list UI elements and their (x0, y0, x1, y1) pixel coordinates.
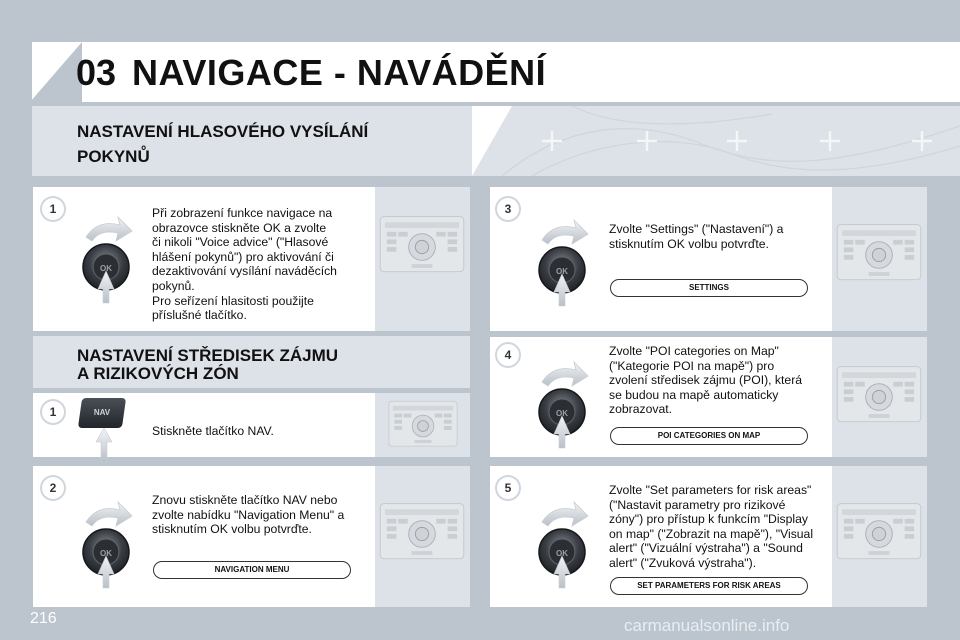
step-number: 2 (42, 477, 64, 499)
step-number: 1 (42, 401, 64, 423)
section2-title-line1: NASTAVENÍ STŘEDISEK ZÁJMU (77, 346, 339, 365)
text-line: Zvolte "POI categories on Map" (609, 344, 779, 358)
text-line: dezaktivování vysílání naváděcích (152, 264, 337, 279)
text-line: či nikoli "Voice advice" ("Hlasové (152, 235, 329, 250)
step3-side (832, 187, 927, 331)
nav-button-icon (78, 398, 126, 428)
text-line: se budou na mapě automaticky (609, 387, 779, 402)
step1-text (152, 206, 337, 323)
text-line: alert" ("Zvuková výstraha"). (609, 555, 757, 570)
step4-side (832, 337, 927, 457)
step3-text (609, 222, 783, 251)
text-line: Stiskněte tlačítko NAV. (152, 424, 274, 438)
text-line: Při zobrazení funkce navigace na (152, 206, 333, 220)
step-number: 3 (497, 198, 519, 220)
press-arrow-icon (94, 428, 114, 462)
text-line: Znovu stiskněte tlačítko NAV nebo (152, 493, 338, 507)
text-line: obrazovce stiskněte OK a zvolte (152, 220, 327, 235)
page-title: NAVIGACE - NAVÁDĚNÍ (132, 52, 547, 93)
text-line: zvolte nabídku "Navigation Menu" a (152, 507, 345, 522)
text-line: Zvolte "Settings" ("Nastavení") a (609, 222, 784, 236)
section2-title-line2: A RIZIKOVÝCH ZÓN (77, 364, 239, 383)
topo-decoration (472, 106, 960, 176)
step2-text (152, 493, 344, 537)
step2-side (375, 466, 470, 607)
text-line: ("Kategorie POI na mapě") pro (609, 358, 775, 373)
text-line: pokynů. (152, 278, 195, 293)
page-number: 216 (30, 610, 57, 627)
step-number: 1 (42, 198, 64, 220)
text-line: hlášení pokynů") pro aktivování či (152, 249, 334, 264)
text-line: zobrazovat. (609, 402, 673, 417)
ok-knob-icon (524, 218, 604, 308)
nav-button-label: NAV (93, 408, 111, 417)
radio-illustration (381, 395, 465, 457)
section1-title-line2: POKYNŮ (77, 147, 150, 166)
text-line: stisknutím OK volbu potvrďte. (609, 236, 769, 251)
ok-knob-icon (524, 360, 604, 450)
header-corner (30, 42, 82, 102)
text-line: zóny") pro přístup k funkcím "Display (609, 512, 808, 527)
step-nav-text (152, 424, 274, 439)
step1-side (375, 187, 470, 331)
step5-text (609, 483, 813, 571)
poi-categories-label: POI CATEGORIES ON MAP (610, 427, 808, 445)
radio-illustration (379, 209, 465, 285)
text-line: Pro seřízení hlasitosti použijte (152, 293, 314, 308)
text-line: příslušné tlačítko. (152, 308, 247, 323)
ok-knob-icon (68, 500, 148, 590)
step4-text (609, 344, 802, 417)
navigation-menu-label: NAVIGATION MENU (153, 561, 351, 579)
watermark: carmanualsonline.info (624, 616, 790, 635)
radio-illustration (836, 217, 922, 293)
step5-side (832, 466, 927, 607)
risk-areas-label: SET PARAMETERS FOR RISK AREAS (610, 577, 808, 595)
step-number: 4 (497, 344, 519, 366)
text-line: Zvolte "Set parameters for risk areas" (609, 483, 812, 497)
text-line: on map" ("Zobrazit na mapě"), "Visual (609, 526, 814, 541)
ok-knob-icon (524, 500, 604, 590)
radio-illustration (836, 359, 922, 435)
text-line: zvolení středisek zájmu (POI), která (609, 373, 803, 388)
step-number: 5 (497, 477, 519, 499)
radio-illustration (379, 496, 465, 572)
section1-title-line1: NASTAVENÍ HLASOVÉHO VYSÍLÁNÍ (77, 122, 369, 141)
ok-knob-icon (68, 215, 148, 305)
text-line: ("Nastavit parametry pro rizikové (609, 497, 786, 512)
chapter-number: 03 (76, 52, 117, 93)
text-line: alert" ("Vizuální výstraha") a "Sound (609, 541, 803, 556)
step-nav-side (375, 393, 470, 457)
settings-label: SETTINGS (610, 279, 808, 297)
radio-illustration (836, 496, 922, 572)
text-line: stisknutím OK volbu potvrďte. (152, 522, 312, 537)
